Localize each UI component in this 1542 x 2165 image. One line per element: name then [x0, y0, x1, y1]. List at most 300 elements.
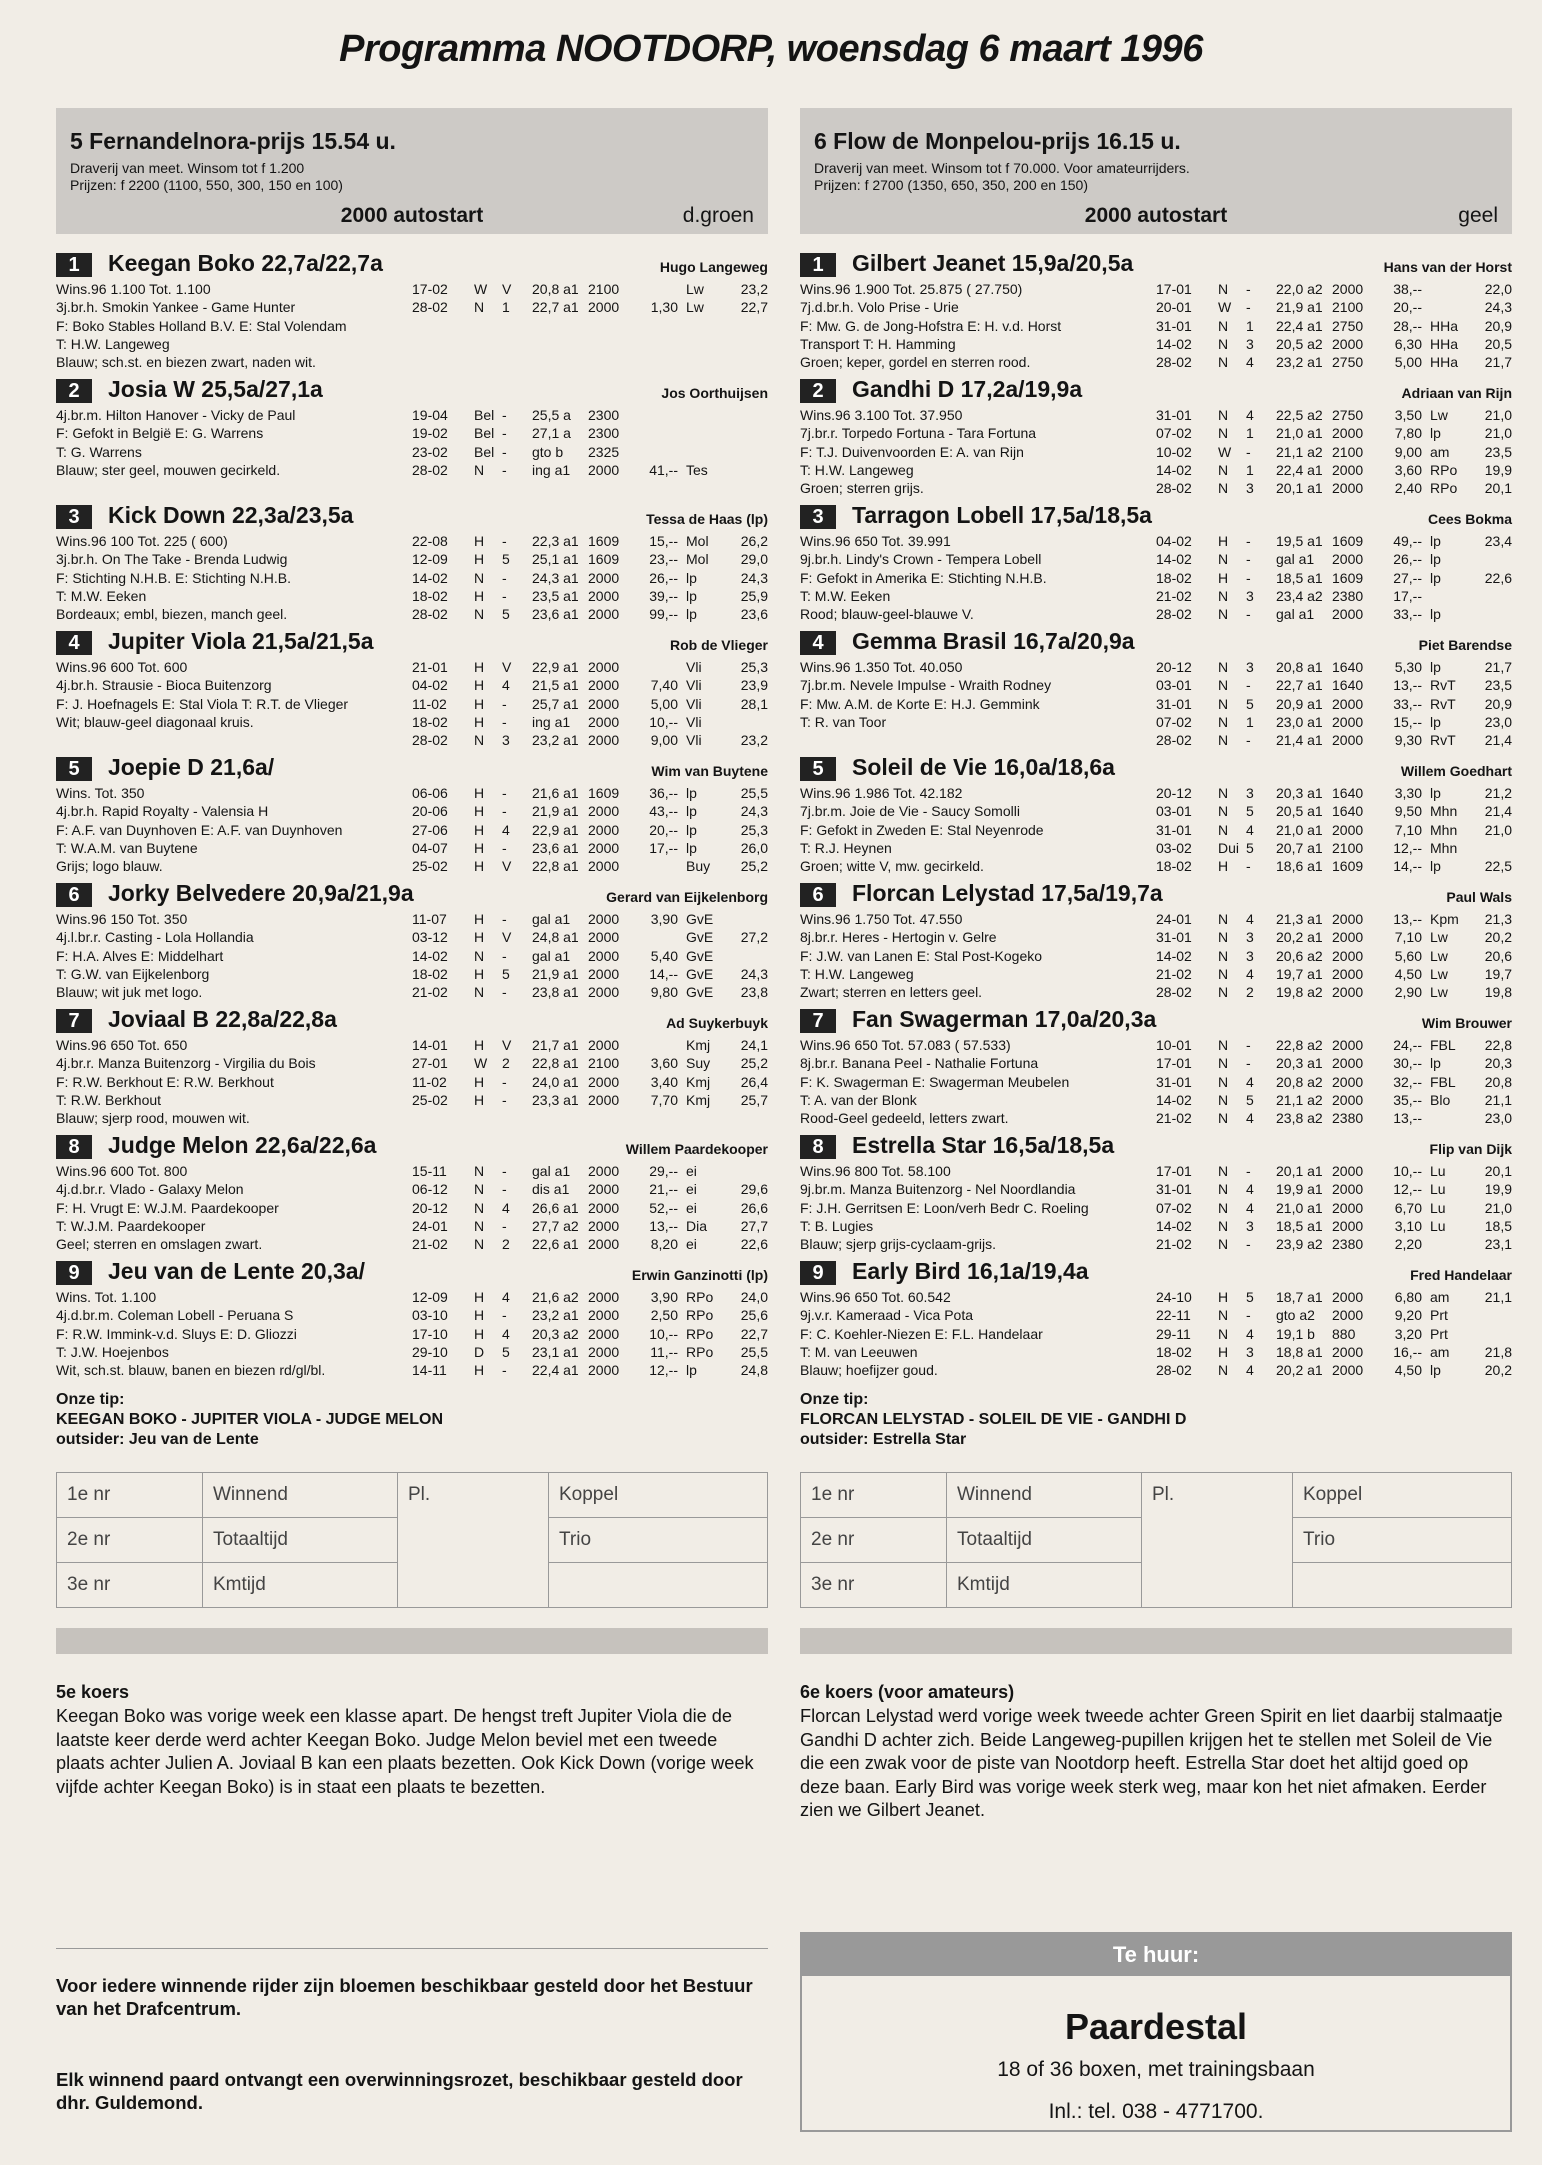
run-row: [412, 1325, 768, 1343]
run-date: 17-01: [1156, 1163, 1192, 1179]
run-track: Bel: [474, 425, 495, 442]
run-kmtime: 20,2: [1484, 1362, 1512, 1379]
ad-description: 18 of 36 boxen, met trainingsbaan: [997, 2058, 1315, 2081]
run-row: [412, 1235, 768, 1253]
run-date: 06-12: [412, 1181, 448, 1198]
run-place: -: [502, 1091, 507, 1108]
run-distance: 2000: [588, 1199, 620, 1216]
horse-name: Gemma Brasil 16,7a/20,9a: [852, 628, 1135, 654]
run-distance: 1609: [588, 551, 620, 568]
run-distance: 2000: [588, 677, 620, 694]
run-row: [412, 928, 768, 946]
run-odds: 17,--: [649, 839, 678, 856]
driver-name: Wim van Buytene: [651, 763, 768, 779]
horse-head: [56, 250, 768, 280]
run-kmtime: 23,1: [1484, 1236, 1512, 1253]
run-row: [1156, 1162, 1512, 1180]
recent-runs: [1156, 1036, 1512, 1127]
flowers-note: Voor iedere winnende rijder zijn bloemen beschikbaar gesteld door het Bestuur van het Drafcentrum.: [56, 1975, 753, 2019]
run-date: 03-01: [1156, 677, 1192, 694]
run-kmtime: 25,5: [740, 785, 768, 801]
run-driver: Lw: [1430, 407, 1448, 423]
run-odds: 2,40: [1394, 480, 1422, 497]
run-row: [412, 802, 768, 820]
payout-cell: 3e nr: [801, 1563, 947, 1608]
run-track: N: [1218, 947, 1229, 964]
recent-runs: [1156, 532, 1512, 623]
run-track: N: [474, 299, 485, 316]
run-odds: 7,10: [1394, 821, 1422, 838]
run-row: [412, 298, 768, 316]
run-distance: 2000: [588, 1362, 620, 1379]
run-kmtime: 23,5: [1484, 677, 1512, 694]
run-driver: ei: [686, 1163, 697, 1179]
run-track: H: [474, 1362, 485, 1379]
run-place: 1: [1246, 425, 1254, 442]
run-row: [1156, 280, 1512, 298]
run-distance: 2000: [588, 695, 620, 712]
run-track: N: [1218, 587, 1229, 604]
run-time: 20,3 a1: [1276, 1055, 1323, 1072]
run-kmtime: 18,5: [1484, 1217, 1512, 1234]
horse-head: [800, 376, 1512, 406]
run-kmtime: 20,8: [1484, 1073, 1512, 1090]
run-place: 4: [1246, 1362, 1254, 1379]
run-place: 4: [502, 1289, 510, 1305]
run-row: [412, 821, 768, 839]
run-time: 23,4 a2: [1276, 587, 1323, 604]
run-date: 25-02: [412, 1091, 448, 1108]
run-date: 31-01: [1156, 695, 1192, 712]
run-distance: 2000: [588, 947, 620, 964]
run-driver: lp: [1430, 785, 1441, 801]
run-kmtime: 29,0: [740, 551, 768, 568]
run-distance: 2000: [1332, 461, 1364, 478]
payout-row: [801, 1473, 1512, 1518]
horse-info-line: T: B. Lugies: [800, 1217, 874, 1234]
run-time: 20,8 a2: [1276, 1073, 1323, 1090]
run-date: 17-02: [412, 281, 448, 297]
run-distance: 2000: [1332, 606, 1364, 623]
run-place: -: [502, 911, 507, 927]
run-driver: Mol: [686, 533, 709, 549]
run-time: 21,6 a1: [532, 785, 579, 801]
run-kmtime: 22,8: [1484, 1037, 1512, 1053]
run-row: [412, 532, 768, 550]
run-place: 3: [1246, 1343, 1254, 1360]
run-track: N: [1218, 732, 1229, 749]
payout-cell: Trio: [1293, 1518, 1512, 1563]
run-track: H: [474, 1307, 485, 1324]
horse-info-line: 4j.br.r. Manza Buitenzorg - Virgilia du Bois: [56, 1055, 316, 1072]
horse-info: [800, 1162, 1160, 1253]
horse-info-line: Groen; sterren grijs.: [800, 480, 924, 497]
run-distance: 1640: [1332, 803, 1364, 820]
horse-info-line: Blauw; sjerp rood, mouwen wit.: [56, 1110, 250, 1127]
driver-name: Tessa de Haas (lp): [646, 511, 768, 527]
run-odds: 9,20: [1394, 1307, 1422, 1324]
payout-cell: Totaaltijd: [203, 1518, 398, 1563]
run-driver: lp: [686, 569, 697, 586]
run-date: 25-02: [412, 858, 448, 875]
run-driver: Mhn: [1430, 803, 1458, 820]
run-time: 22,0 a2: [1276, 281, 1323, 297]
run-date: 24-10: [1156, 1289, 1192, 1305]
horse-head: [800, 754, 1512, 784]
run-row: [412, 947, 768, 965]
payout-row: [57, 1473, 768, 1518]
run-row: [412, 1036, 768, 1054]
run-track: N: [474, 569, 485, 586]
run-driver: lp: [686, 606, 697, 623]
run-date: 21-01: [412, 659, 448, 675]
run-row: [1156, 965, 1512, 983]
run-row: [412, 1091, 768, 1109]
run-driver: lp: [1430, 533, 1441, 549]
run-driver: lp: [1430, 659, 1441, 675]
horse-entry: [800, 502, 1512, 628]
run-date: 20-06: [412, 803, 448, 820]
run-date: 29-10: [412, 1343, 448, 1360]
ad-header: Te huur:: [802, 1934, 1510, 1976]
payout-row: [57, 1518, 768, 1563]
horse-info-line: Geel; sterren en omslagen zwart.: [56, 1236, 263, 1253]
run-time: 23,3 a1: [532, 1091, 579, 1108]
run-kmtime: 22,6: [740, 1236, 768, 1253]
start-number-badge: 3: [56, 505, 92, 529]
horse-entry: [800, 1132, 1512, 1258]
start-number-badge: 6: [800, 883, 836, 907]
run-driver: lp: [686, 1362, 697, 1379]
run-track: H: [474, 551, 485, 568]
horse-info-line: Blauw; hoefijzer goud.: [800, 1362, 938, 1379]
run-distance: 2000: [588, 984, 620, 1001]
tip-horses: KEEGAN BOKO - JUPITER VIOLA - JUDGE MELON: [56, 1411, 443, 1428]
report-title: 5e koers: [56, 1682, 130, 1702]
recent-runs: [1156, 784, 1512, 875]
run-place: -: [502, 461, 507, 478]
run-place: 5: [502, 551, 510, 568]
run-date: 18-02: [412, 587, 448, 604]
horse-list: [800, 250, 1512, 1384]
run-distance: 2100: [1332, 443, 1364, 460]
driver-name: Paul Wals: [1446, 889, 1512, 905]
run-distance: 2000: [1332, 965, 1364, 982]
run-driver: lp: [686, 803, 697, 820]
run-place: 3: [1246, 785, 1254, 801]
run-date: 27-01: [412, 1055, 448, 1072]
driver-name: Flip van Dijk: [1429, 1141, 1512, 1157]
tip-horses: FLORCAN LELYSTAD - SOLEIL DE VIE - GANDHI D: [800, 1411, 1187, 1428]
run-date: 14-02: [1156, 947, 1192, 964]
run-time: 22,9 a1: [532, 659, 579, 675]
run-track: N: [474, 461, 485, 478]
run-odds: 12,--: [1393, 839, 1422, 856]
run-driver: RvT: [1430, 695, 1456, 712]
run-row: [412, 1343, 768, 1361]
run-row: [412, 1217, 768, 1235]
horse-info-line: 8j.br.r. Heres - Hertogin v. Gelre: [800, 929, 997, 946]
run-distance: 2000: [1332, 551, 1364, 568]
payout-cell: Pl.: [1142, 1473, 1293, 1518]
run-track: H: [474, 858, 485, 875]
run-row: [1156, 1091, 1512, 1109]
run-row: [1156, 658, 1512, 676]
run-date: 18-02: [412, 965, 448, 982]
driver-name: Fred Handelaar: [1410, 1267, 1512, 1283]
run-odds: 9,80: [650, 984, 678, 1001]
run-track: H: [474, 713, 485, 730]
run-distance: 2000: [588, 911, 620, 927]
run-track: W: [1218, 299, 1232, 316]
run-date: 14-02: [1156, 335, 1192, 352]
recent-runs: [412, 910, 768, 1001]
horse-info: [56, 1162, 416, 1253]
run-row: [1156, 1361, 1512, 1379]
horse-name: Josia W 25,5a/27,1a: [108, 376, 323, 402]
horse-info-line: 8j.br.r. Banana Peel - Nathalie Fortuna: [800, 1055, 1039, 1072]
run-time: 20,7 a1: [1276, 839, 1323, 856]
run-time: 20,3 a1: [1276, 785, 1323, 801]
payout-cell: 1e nr: [57, 1473, 203, 1518]
run-kmtime: 21,0: [1484, 425, 1512, 442]
horse-info: [800, 1288, 1160, 1379]
run-time: 23,2 a1: [532, 732, 579, 749]
run-kmtime: 21,4: [1484, 732, 1512, 749]
horse-info-line: F: H.A. Alves E: Middelhart: [56, 947, 224, 964]
horse-info-line: Wins. Tot. 1.100: [56, 1289, 157, 1305]
race-color-label: geel: [1458, 204, 1498, 227]
horse-info-line: Wit, sch.st. blauw, banen en biezen rd/gl/bl.: [56, 1362, 326, 1379]
run-track: H: [474, 1091, 485, 1108]
run-track: N: [1218, 1199, 1229, 1216]
run-time: gto a2: [1276, 1307, 1315, 1324]
run-kmtime: 25,7: [740, 1091, 768, 1108]
horse-info-line: 4j.l.br.r. Casting - Lola Hollandia: [56, 929, 254, 946]
run-kmtime: 23,5: [1484, 443, 1512, 460]
run-place: 4: [1246, 407, 1254, 423]
tip-outsider: outsider: Jeu van de Lente: [56, 1431, 259, 1448]
horse-info-line: Blauw; sjerp grijs-cyclaam-grijs.: [800, 1236, 997, 1253]
payout-cell: 1e nr: [801, 1473, 947, 1518]
horse-info-line: 3j.br.h. On The Take - Brenda Ludwig: [56, 551, 288, 568]
run-odds: 10,--: [1393, 1163, 1422, 1179]
horse-info-line: Transport T: H. Hamming: [800, 335, 956, 352]
run-row: [412, 1306, 768, 1324]
run-date: 18-02: [412, 713, 448, 730]
recent-runs: [412, 532, 768, 623]
advertisement: [800, 1932, 1512, 2132]
run-date: 07-02: [1156, 713, 1192, 730]
horse-info-line: Wins.96 150 Tot. 350: [56, 911, 188, 927]
run-date: 17-10: [412, 1325, 448, 1342]
run-date: 03-02: [1156, 839, 1192, 856]
run-date: 14-02: [412, 569, 448, 586]
report-title: 6e koers (voor amateurs): [800, 1682, 1015, 1702]
run-driver: Lw: [686, 281, 704, 297]
run-track: N: [474, 1236, 485, 1253]
run-track: N: [1218, 677, 1229, 694]
run-date: 15-11: [412, 1163, 447, 1179]
run-date: 03-12: [412, 929, 448, 946]
run-place: -: [1246, 551, 1251, 568]
start-number-badge: 2: [56, 379, 92, 403]
run-time: 23,9 a2: [1276, 1236, 1323, 1253]
run-row: [1156, 1217, 1512, 1235]
run-distance: 2000: [588, 1236, 620, 1253]
run-track: N: [1218, 929, 1229, 946]
run-date: 04-07: [412, 839, 448, 856]
run-place: -: [502, 1307, 507, 1324]
run-kmtime: 21,8: [1484, 1343, 1512, 1360]
run-place: -: [1246, 1163, 1251, 1179]
run-time: 21,0 a1: [1276, 425, 1323, 442]
run-distance: 2000: [1332, 732, 1364, 749]
run-row: [1156, 587, 1512, 605]
run-track: N: [1218, 1362, 1229, 1379]
run-time: 21,0 a1: [1276, 821, 1323, 838]
run-kmtime: 27,2: [740, 929, 768, 946]
run-track: N: [1218, 551, 1229, 568]
run-row: [1156, 1343, 1512, 1361]
horse-name: Estrella Star 16,5a/18,5a: [852, 1132, 1115, 1158]
run-odds: 14,--: [649, 965, 678, 982]
run-distance: 2300: [588, 407, 620, 423]
run-track: N: [1218, 984, 1229, 1001]
horse-head: [800, 1006, 1512, 1036]
run-odds: 12,--: [649, 1362, 678, 1379]
run-odds: 7,80: [1394, 425, 1422, 442]
horse-head: [800, 502, 1512, 532]
run-track: W: [474, 281, 488, 297]
horse-info-line: Wins.96 650 Tot. 650: [56, 1037, 188, 1053]
run-time: gto b: [532, 443, 564, 460]
run-kmtime: 21,1: [1484, 1289, 1512, 1305]
run-track: H: [474, 1325, 485, 1342]
run-odds: 2,90: [1394, 984, 1422, 1001]
driver-name: Cees Bokma: [1427, 511, 1512, 527]
run-distance: 2000: [588, 1037, 620, 1053]
run-place: 3: [1246, 1217, 1254, 1234]
run-row: [412, 784, 768, 802]
run-odds: 16,--: [1393, 1343, 1422, 1360]
recent-runs: [1156, 658, 1512, 749]
horse-name: Early Bird 16,1a/19,4a: [852, 1258, 1089, 1284]
run-row: [1156, 695, 1512, 713]
run-row: [412, 569, 768, 587]
run-place: 4: [502, 1199, 510, 1216]
start-number-badge: 8: [56, 1135, 92, 1159]
driver-name: Wim Brouwer: [1421, 1015, 1512, 1031]
horse-info-line: Wins.96 600 Tot. 800: [56, 1163, 188, 1179]
run-distance: 2000: [1332, 425, 1364, 442]
run-date: 03-10: [412, 1307, 448, 1324]
horse-info-line: T: H.W. Langeweg: [800, 965, 914, 982]
run-time: 21,0 a1: [1276, 1199, 1323, 1216]
run-date: 04-02: [1156, 533, 1192, 549]
run-place: -: [1246, 606, 1251, 623]
run-place: 4: [502, 1325, 510, 1342]
run-time: 22,4 a1: [1276, 317, 1323, 334]
horse-head: [56, 754, 768, 784]
start-number-badge: 1: [56, 253, 92, 277]
run-date: 20-12: [1156, 659, 1192, 675]
run-distance: 2325: [588, 443, 620, 460]
run-place: 3: [502, 732, 510, 749]
run-time: 18,5 a1: [1276, 1217, 1323, 1234]
run-kmtime: 21,0: [1484, 407, 1512, 423]
run-date: 31-01: [1156, 317, 1192, 334]
run-kmtime: 24,8: [740, 1362, 768, 1379]
race-6-column: [800, 108, 1512, 2123]
run-time: 21,5 a1: [532, 677, 579, 694]
horse-entry: [800, 880, 1512, 1006]
run-distance: 2000: [588, 803, 620, 820]
horse-info-line: 4j.br.h. Strausie - Bioca Buitenzorg: [56, 677, 272, 694]
run-place: 4: [1246, 1199, 1254, 1216]
run-place: 1: [502, 299, 510, 316]
run-time: 27,7 a2: [532, 1217, 579, 1234]
run-distance: 2000: [588, 713, 620, 730]
run-date: 28-02: [412, 299, 448, 316]
run-row: [1156, 335, 1512, 353]
horse-entry: [56, 880, 768, 1006]
run-row: [1156, 406, 1512, 424]
payout-cell: Totaaltijd: [947, 1518, 1142, 1563]
run-kmtime: 23,4: [1484, 533, 1512, 549]
horse-info-line: F: J. Hoefnagels E: Stal Viola T: R.T. de Vlieger: [56, 695, 349, 712]
run-distance: 2000: [588, 569, 620, 586]
horse-info-line: 7j.br.r. Torpedo Fortuna - Tara Fortuna: [800, 425, 1037, 442]
run-time: gal a1: [532, 947, 571, 964]
run-row: [412, 713, 768, 731]
run-time: 19,8 a2: [1276, 984, 1323, 1001]
run-row: [412, 658, 768, 676]
run-place: -: [502, 569, 507, 586]
run-distance: 2000: [1332, 1037, 1364, 1053]
run-odds: 17,--: [1393, 587, 1422, 604]
horse-entry: [800, 1258, 1512, 1384]
run-distance: 2000: [588, 965, 620, 982]
run-odds: 6,80: [1394, 1289, 1422, 1305]
horse-info-line: F: C. Koehler-Niezen E: F.L. Handelaar: [800, 1325, 1043, 1342]
horse-info-line: F: Boko Stables Holland B.V. E: Stal Volendam: [56, 317, 347, 334]
run-odds: 15,--: [649, 533, 678, 549]
run-time: 23,6 a1: [532, 606, 579, 623]
run-time: gal a1: [1276, 551, 1315, 568]
horse-name: Florcan Lelystad 17,5a/19,7a: [852, 880, 1163, 906]
run-date: 14-02: [1156, 551, 1192, 568]
run-track: N: [1218, 803, 1229, 820]
run-date: 17-01: [1156, 281, 1192, 297]
run-odds: 30,--: [1393, 1055, 1422, 1072]
horse-info-line: Rood-Geel gedeeld, letters zwart.: [800, 1110, 1009, 1127]
run-date: 28-02: [412, 606, 448, 623]
run-date: 14-02: [1156, 461, 1192, 478]
run-distance: 1609: [1332, 569, 1364, 586]
run-row: [412, 983, 768, 1001]
run-kmtime: 20,1: [1484, 480, 1512, 497]
run-driver: am: [1430, 443, 1450, 460]
run-time: 22,4 a1: [1276, 461, 1323, 478]
horse-info-line: Wins.96 650 Tot. 39.991: [800, 533, 951, 549]
run-place: 5: [502, 606, 510, 623]
run-kmtime: 26,0: [740, 839, 768, 856]
run-track: W: [1218, 443, 1232, 460]
payout-cell: 3e nr: [57, 1563, 203, 1608]
run-date: 24-01: [412, 1217, 448, 1234]
run-track: H: [474, 533, 485, 549]
